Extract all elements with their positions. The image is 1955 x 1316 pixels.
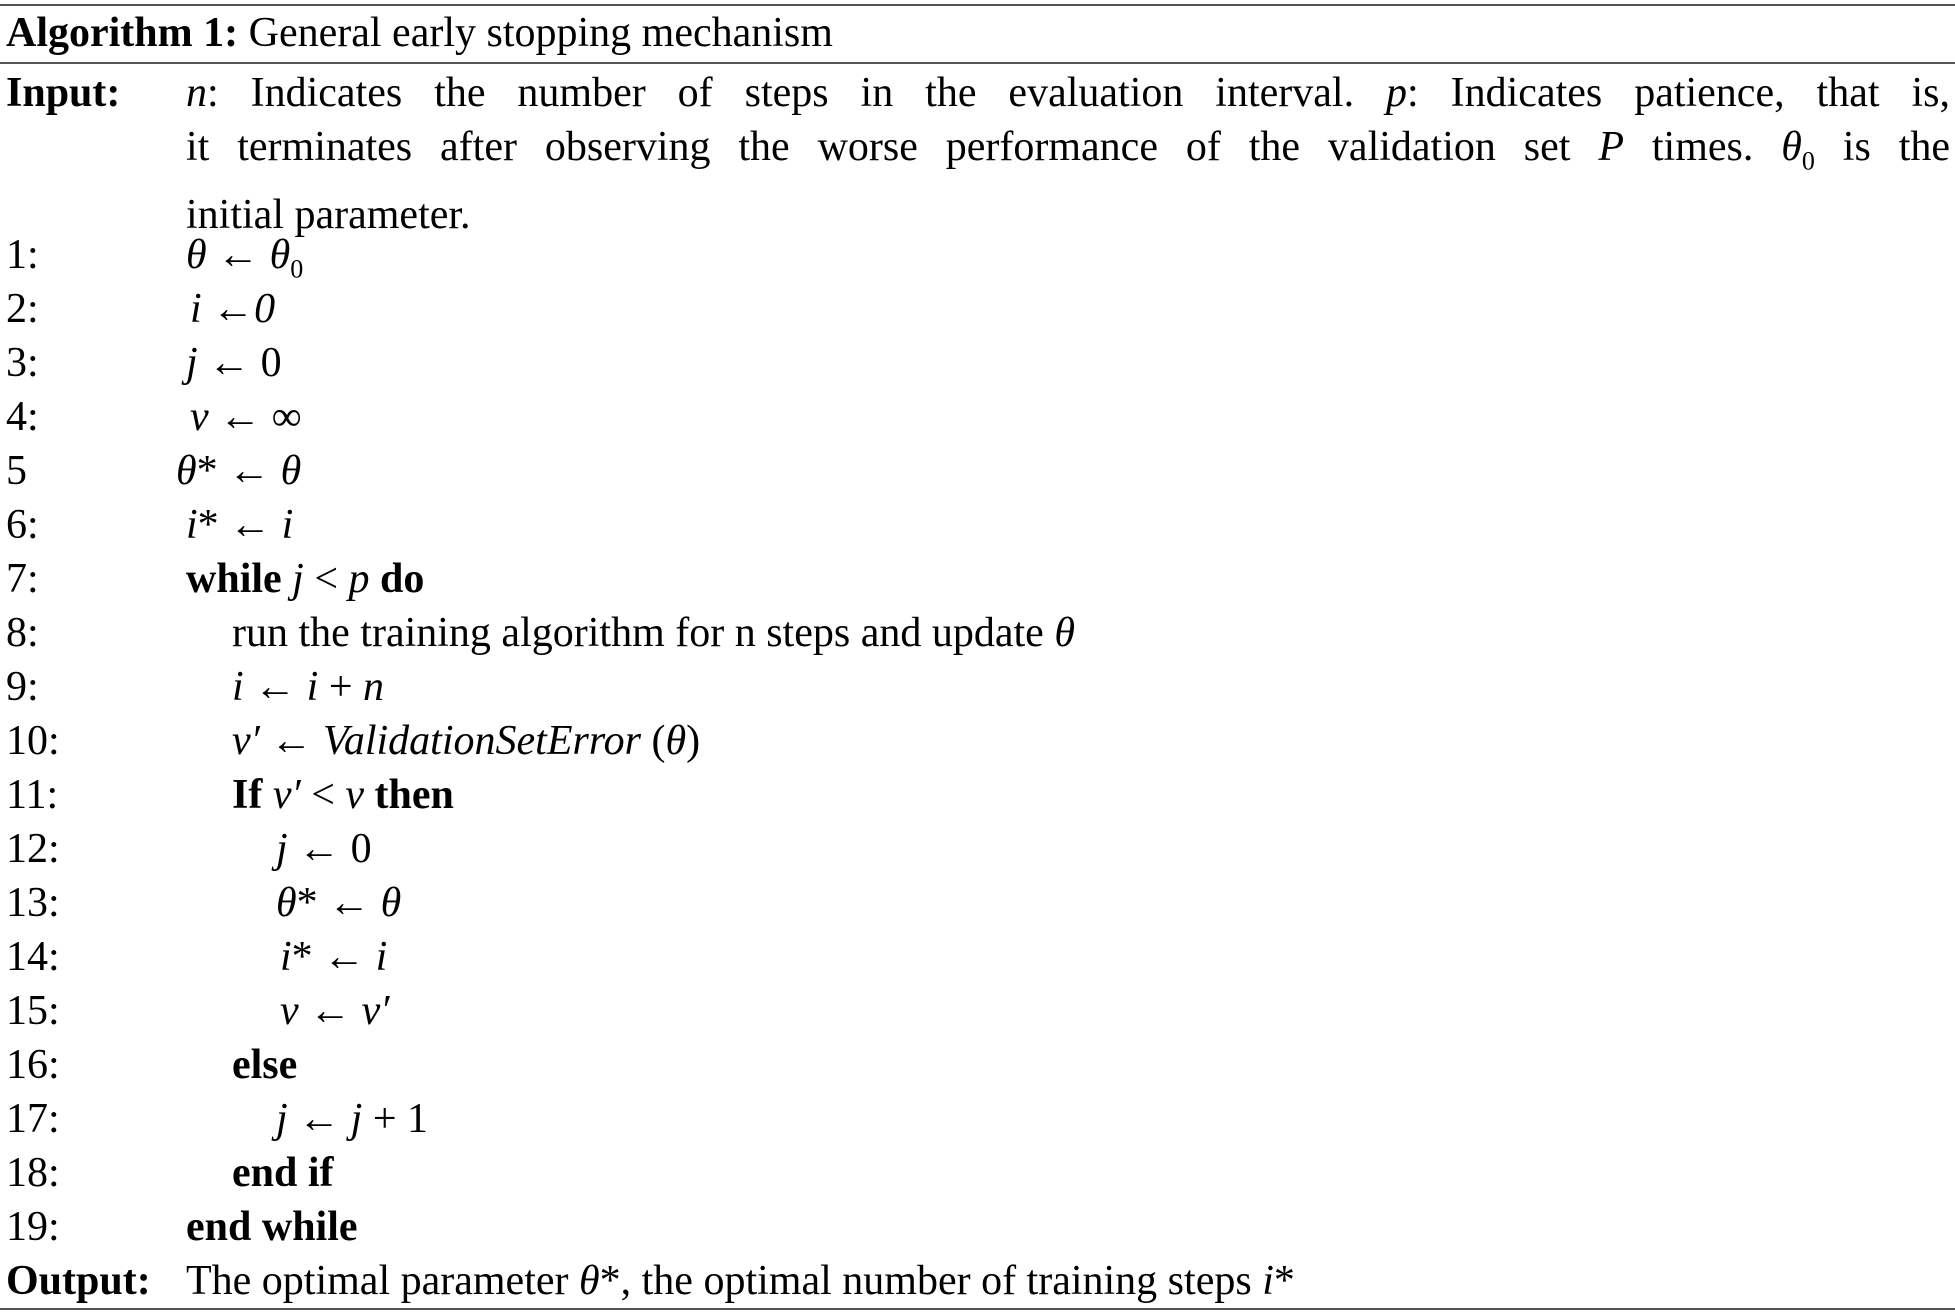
- input-line-2: it terminates after observing the worse performance of the validation set P times. $\theta_0$ is the: [186, 124, 1951, 176]
- step-number: 19:: [6, 1204, 60, 1250]
- step-number: 10:: [6, 718, 60, 764]
- step-code: j ← j + 1: [276, 1096, 429, 1142]
- step-code: end if: [232, 1150, 334, 1196]
- step-row: [0, 228, 1955, 282]
- step-row: [0, 984, 1955, 1038]
- step-code: i ← i + n: [232, 664, 385, 710]
- step-code: i* ← i: [280, 934, 388, 980]
- step-row: [0, 444, 1955, 498]
- input-label: Input:: [6, 70, 121, 116]
- step-number: 11:: [6, 772, 59, 818]
- step-number: 2:: [6, 286, 39, 332]
- step-number: 6:: [6, 502, 39, 548]
- input-line-1: n: Indicates the number of steps in the evaluation interval. p: Indicates patience, that is,: [186, 70, 1950, 116]
- step-code: run the training algorithm for n steps and update θ: [232, 610, 1075, 656]
- step-row: [0, 876, 1955, 930]
- step-row: [0, 660, 1955, 714]
- step-row: [0, 336, 1955, 390]
- step-code: j ← 0: [186, 340, 282, 386]
- step-number: 7:: [6, 556, 39, 602]
- step-number: 13:: [6, 880, 60, 926]
- step-number: 16:: [6, 1042, 60, 1088]
- step-code: i ←0: [190, 286, 276, 332]
- step-code: j ← 0: [276, 826, 372, 872]
- step-row: [0, 1092, 1955, 1146]
- step-row: [0, 1200, 1955, 1254]
- step-row: [0, 1146, 1955, 1200]
- step-row: [0, 714, 1955, 768]
- step-row: [0, 606, 1955, 660]
- step-number: 12:: [6, 826, 60, 872]
- step-row: [0, 768, 1955, 822]
- step-number: 14:: [6, 934, 60, 980]
- step-code: end while: [186, 1204, 358, 1250]
- step-code: v ← v′: [280, 988, 390, 1034]
- step-number: 3:: [6, 340, 39, 386]
- output-label: Output:: [6, 1258, 151, 1304]
- step-number: 9:: [6, 664, 39, 710]
- step-row: [0, 552, 1955, 606]
- step-code: θ* ← θ: [276, 880, 402, 926]
- step-number: 15:: [6, 988, 60, 1034]
- step-number: 8:: [6, 610, 39, 656]
- algorithm-label: Algorithm 1:: [6, 10, 239, 56]
- step-row: [0, 390, 1955, 444]
- step-code: while j < p do: [186, 556, 425, 602]
- step-code: v′ ← ValidationSetError (θ): [232, 718, 701, 764]
- step-row: [0, 1038, 1955, 1092]
- step-number: 4:: [6, 394, 39, 440]
- step-code: v ← ∞: [190, 394, 302, 440]
- algorithm-title: [6, 6, 833, 60]
- step-row: [0, 822, 1955, 876]
- step-number: 18:: [6, 1150, 60, 1196]
- step-code: θ ← $\theta_0$: [186, 232, 304, 284]
- step-number: 5: [6, 448, 27, 494]
- output-text: The optimal parameter θ*, the optimal number of training steps i*: [186, 1258, 1295, 1304]
- step-number: 1:: [6, 232, 39, 278]
- step-code: else: [232, 1042, 298, 1088]
- step-code: i* ← i: [186, 502, 294, 548]
- bottom-rule: [0, 1308, 1955, 1310]
- step-code: If v′ < v then: [232, 772, 454, 818]
- output-row: [0, 1254, 1955, 1308]
- algorithm-name: General early stopping mechanism: [248, 10, 833, 56]
- step-code: θ* ← θ: [176, 448, 302, 494]
- input-description: [186, 66, 1950, 242]
- input-line-3: initial parameter.: [186, 192, 471, 239]
- step-row: [0, 930, 1955, 984]
- step-number: 17:: [6, 1096, 60, 1142]
- header-rule: [0, 62, 1955, 64]
- step-row: [0, 498, 1955, 552]
- step-row: [0, 282, 1955, 336]
